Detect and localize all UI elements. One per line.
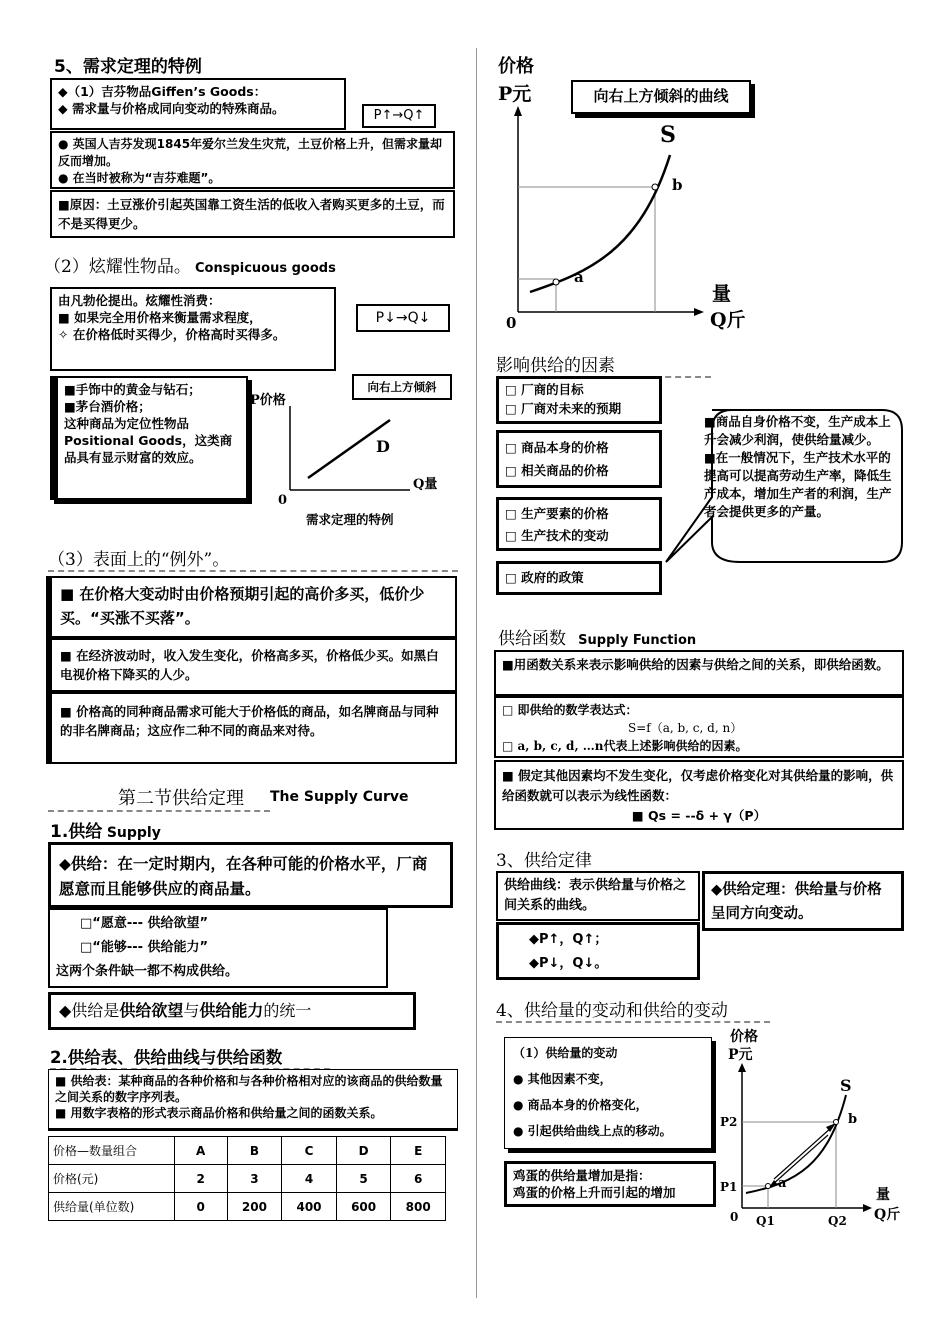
exception-b2: ■ 在经济波动时，收入发生变化，价格高多买，价格低少买。如黑白电视价格下降买的人少。 [60,648,439,682]
conspicuous-demand-chart [250,384,450,534]
unity-b: 供给能力 [199,1001,264,1020]
table-cell: 200 [227,1193,282,1221]
supply-table [48,1136,446,1221]
chart2-p1: P1 [720,1180,738,1194]
table-cell: 5 [336,1165,391,1193]
table-cell: 0 [174,1193,227,1221]
chart-caption: 需求定理的特例 [306,512,394,527]
giffen-line2: ◆ 需求量与价格成同向变动的特殊商品。 [58,101,285,116]
factors-box2 [496,430,662,488]
change-title: 4、供给量的变动和供给的变动 [496,996,770,1023]
point-b [834,1120,839,1125]
chart1-tag: 向右上方倾斜的曲线 [571,80,751,114]
function-l6: ■ Qs = --δ + γ（P） [631,808,767,823]
supply-quantity-change-chart [716,1025,916,1235]
law-definition: ◆供给定理：供给量与价格呈同方向变动。 [711,881,882,922]
giffen-formula: P↑→Q↑ [362,104,436,128]
giffen-definition-box [50,78,346,130]
supply-curve [746,1095,846,1193]
table-cell: 2 [174,1165,227,1193]
conspicuous-l2: ■ 如果完全用价格来衡量需求程度， [58,310,262,325]
chart2-xlabel2: Q斤 [874,1207,901,1223]
chart1-xlabel1: 量 [712,283,732,305]
factor-7: □ 政府的政策 [505,570,584,585]
chart2-xlabel1: 量 [876,1187,890,1203]
table-cell: 800 [391,1193,446,1221]
supply-definition-box [48,842,453,908]
table-cell: C [282,1137,337,1165]
chart1-origin: 0 [506,314,517,332]
law-rule1: ◆P↑，Q↑； [529,932,608,947]
section2-title: 第二节供给定理 [118,788,244,809]
giffen-reason: ■原因：土豆涨价引起英国靠工资生活的低收入者购买更多的土豆，而不是买得更少。 [58,197,445,231]
conspicuous-formula: P↓→Q↓ [356,304,450,332]
table-row [49,1193,446,1221]
law-rules-box [496,922,700,980]
chart1-point-a: a [574,268,584,286]
x-axis-arrow [694,308,704,316]
egg-line1: 鸡蛋的供给量增加是指： [513,1168,651,1183]
function-title-en: Supply Function [578,633,697,648]
supply-unity-box [48,992,416,1030]
function-title: 供给函数 [498,629,566,649]
table-cell: 6 [391,1165,446,1193]
function-box3 [494,760,904,830]
exception-b3: ■ 价格高的同种商品需求可能大于价格低的商品，如名牌商品与同种的非名牌商品；这应作二种不同的商品来对待。 [60,704,439,738]
section2-title-row [48,784,270,812]
table-cell: 600 [336,1193,391,1221]
conspicuous-l3: ✧ 在价格低时买得少，价格高时买得多。 [58,327,286,342]
function-box1 [494,650,904,696]
supply-table-note2: ■ 用数字表格的形式表示商品价格和供给量之间的函数关系。 [55,1106,383,1120]
supply-definition: ◆供给：在一定时期内，在各种可能的价格水平，厂商愿意而且能够供应的商品量。 [59,854,428,898]
chart2-point-a: a [778,1176,787,1191]
chart2-curve-label: S [840,1076,852,1095]
exception-title: （3）表面上的“例外”。 [48,545,458,572]
change-box [504,1037,712,1149]
table-cell: A [174,1137,227,1165]
egg-line2: 鸡蛋的价格上升而引起的增加 [513,1185,676,1200]
egg-box [504,1161,716,1207]
giffen-story1: ● 英国人吉芬发现1845年爱尔兰发生灾荒，土豆价格上升，但需求量却反而增加。 [58,137,443,168]
chart2-q2: Q2 [828,1214,847,1228]
table-cell: B [227,1137,282,1165]
chart1-point-b: b [672,176,683,194]
conspicuous-title: （2）炫耀性物品。 [44,257,191,277]
supply-heading: 1.供给 [50,822,103,842]
supply-condition3: 这两个条件缺一都不构成供给。 [56,964,239,979]
conspicuous-title-en: Conspicuous goods [194,261,336,276]
giffen-reason-box [50,190,455,238]
table-cell: 价格—数量组合 [49,1137,175,1165]
function-box2 [494,696,904,758]
section5-title: 5、需求定理的特例 [54,52,269,81]
chart2-p2: P2 [720,1115,738,1129]
chart1-curve-label: S [660,122,676,148]
table-cell: 4 [282,1165,337,1193]
factor-5: □ 生产要素的价格 [505,506,609,521]
conspicuous-e2: ■茅台酒价格； [64,399,151,414]
section2-title-en: The Supply Curve [270,789,409,805]
chart2-ylabel2: P元 [728,1047,753,1063]
chart2-origin: 0 [730,1210,739,1224]
conspicuous-chart-tag: 向右上方倾斜 [352,374,452,400]
supply-heading-row [50,817,161,842]
factors-box3 [496,497,662,551]
factor-4: □ 相关商品的价格 [505,463,609,478]
factor-1: □ 厂商的目标 [505,382,584,397]
chart-curve-label: D [376,437,390,456]
exception-box2 [46,638,457,692]
change-b3: ● 引起供给曲线上点的移动。 [513,1124,672,1138]
law-curve-box [496,871,700,921]
chart1-xlabel2: Q斤 [710,309,746,331]
function-l2: □ 即供给的数学表达式： [502,703,638,717]
chart-ylabel: P价格 [250,393,286,408]
change-b1: ● 其他因素不变， [513,1072,612,1086]
chart2-point-b: b [848,1112,858,1127]
unity-a: 供给欲望 [119,1001,184,1020]
conspicuous-e3: 这种商品为定位性物品Positional Goods，这类商品具有显示财富的效应。 [64,416,233,465]
table-cell: E [391,1137,446,1165]
table-cell: 3 [227,1165,282,1193]
supply-table-notes [48,1069,458,1131]
function-title-row [498,624,696,649]
function-l1: ■用函数关系来表示影响供给的因素与供给之间的关系，即供给函数。 [502,657,889,672]
column-divider [476,48,477,1298]
conspicuous-examples-box [50,376,248,500]
factors-box4 [496,561,662,595]
unity-post: 的统一 [263,1001,312,1020]
conspicuous-l1: 由凡勃伦提出。炫耀性消费： [58,293,221,308]
chart-origin: 0 [278,493,288,508]
function-l5: ■ 假定其他因素均不发生变化，仅考虑价格变化对其供给量的影响，供给函数就可以表示为线性函数： [502,768,894,803]
x-axis-arrow [863,1204,872,1212]
bubble-line2: ■在一般情况下，生产技术水平的提高可以提高劳动生产率，降低生产成本，增加生产者的利润，生产者会提供更多的产量。 [704,450,892,519]
table-cell: 供给量(单位数) [49,1193,175,1221]
chart1-ylabel2: P元 [498,83,532,105]
bubble-line1: ■商品自身价格不变，生产成本上升会减少利润，使供给量减少。 [704,414,891,447]
table-cell: 400 [282,1193,337,1221]
unity-mid: 与 [183,1001,200,1020]
supply-heading-en: Supply [106,825,161,841]
exception-box1 [46,576,457,638]
law-curve-def: 供给曲线：表示供给量与价格之间关系的曲线。 [504,878,687,913]
supply-conditions-box [48,908,388,988]
giffen-line1: ◆（1）吉芬物品Giffen’s Goods： [58,84,267,99]
factors-box1 [496,376,662,424]
factors-bubble-text [704,413,896,521]
point-a [766,1184,771,1189]
factor-3: □ 商品本身的价格 [505,440,609,455]
law-title: 3、供给定律 [496,846,614,873]
change-b2: ● 商品本身的价格变化， [513,1098,648,1112]
supply-curve [530,155,670,292]
y-axis-arrow [738,1063,746,1072]
supply-condition2: □“能够--- 供给能力” [80,940,209,955]
function-l4: □ a, b, c, d, …n代表上述影响供给的因素。 [502,739,748,753]
chart1-ylabel1: 价格 [498,56,534,77]
factor-2: □ 厂商对未来的预期 [505,401,622,416]
factors-title: 影响供给的因素 [496,351,711,378]
factor-6: □ 生产技术的变动 [505,528,609,543]
unity-pre: ◆供给是 [59,1001,120,1020]
point-a [553,279,559,285]
table-header-row [49,1137,446,1165]
exception-box3 [46,692,457,764]
supply-table-note1: ■ 供给表：某种商品的各种价格和与各种价格相对应的该商品的供给数量之间关系的数字序列表。 [55,1074,443,1104]
change-b0: （1）供给量的变动 [513,1046,618,1060]
chart-xlabel: Q量 [413,477,438,492]
point-b [652,184,658,190]
law-rule2: ◆P↓，Q↓。 [529,956,608,971]
chart2-ylabel1: 价格 [730,1029,758,1045]
supply-table-heading: 2.供给表、供给曲线与供给函数 [50,1044,330,1070]
table-cell: D [336,1137,391,1165]
supply-condition1: □“愿意--- 供给欲望” [80,916,209,931]
chart2-q1: Q1 [756,1214,775,1228]
conspicuous-definition-box [50,287,336,371]
conspicuous-e1: ■手饰中的黄金与钻石； [64,382,201,397]
y-axis-arrow [514,106,522,116]
conspicuous-title-row [44,252,336,277]
table-row [49,1165,446,1193]
table-cell: 价格(元) [49,1165,175,1193]
exception-b1: ■ 在价格大变动时由价格预期引起的高价多买，低价少买。“买涨不买落”。 [60,585,425,627]
function-l3: S=f（a, b, c, d, n） [628,721,743,735]
law-definition-box [702,871,904,931]
giffen-story-box [50,131,455,189]
giffen-story2: ● 在当时被称为“吉芬难题”。 [58,171,221,185]
